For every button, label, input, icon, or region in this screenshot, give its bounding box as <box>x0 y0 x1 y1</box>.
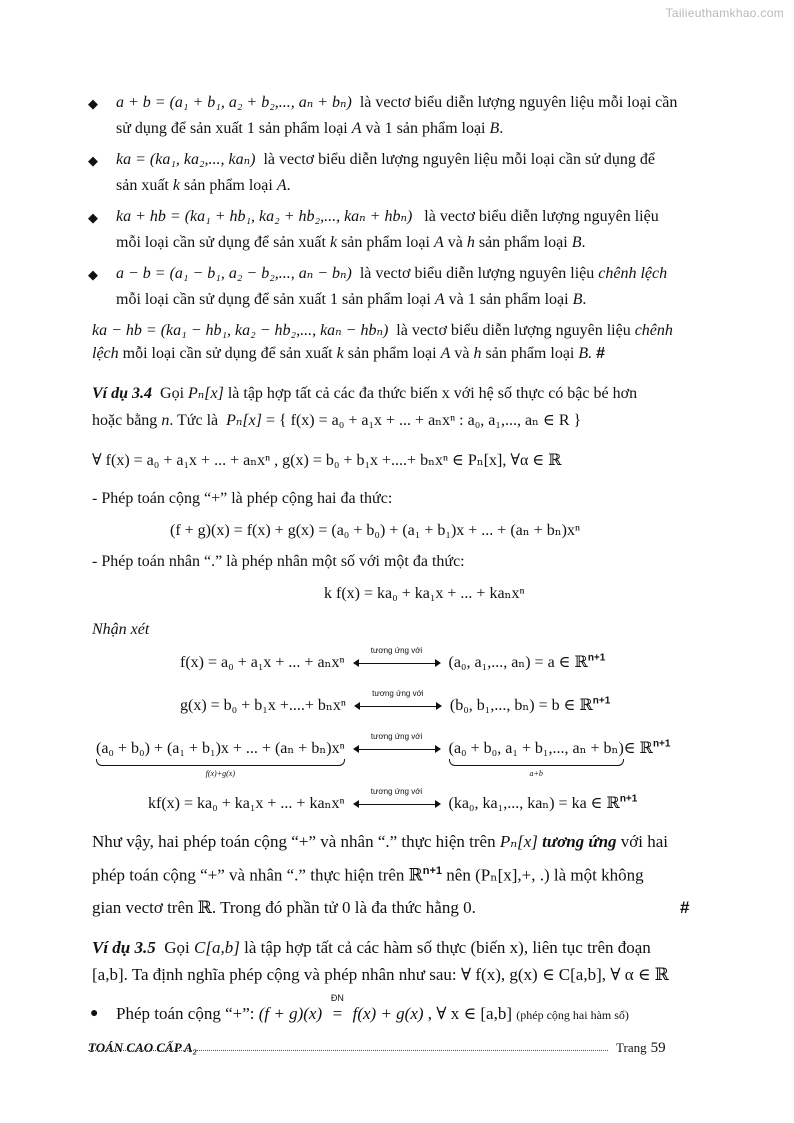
page-number: Trang 59 <box>616 1040 666 1056</box>
conclusion-line-3: gian vectơ trên ℝ. Trong đó phần tử 0 là đa thức hằng 0. <box>92 898 476 917</box>
example-3-4-line-1: Ví dụ 3.4 Gọi Pₙ[x] là tập hợp tất cả các đa thức biến x với hệ số thực có bậc bé hơn <box>92 385 638 402</box>
example-3-4-forall: ∀ f(x) = a₀ + a₁x + ... + aₙxⁿ , g(x) = b₀ + b₁x +....+ bₙxⁿ ∈ Pₙ[x], ∀α ∈ ℝ <box>92 452 562 469</box>
conclusion-line-2: phép toán cộng “+” và nhân “.” thực hiện trên ℝ$^{n+1}$ nên (Pₙ[x],+, .) là một không <box>92 865 644 885</box>
addition-description: - Phép toán cộng “+” là phép cộng hai đa thức: <box>92 490 393 507</box>
correspondence-arrow-icon: tương ứng với <box>353 796 441 812</box>
multiplication-formula: k f(x) = ka₀ + ka₁x + ... + kaₙxⁿ <box>324 585 525 602</box>
mapping-row-scalar: kf(x) = ka₀ + ka₁x + ... + kaₙxⁿ tương ứng với (ka₀, ka₁,..., kaₙ) = ka ∈ ℝ$^{n+1}$ <box>148 787 638 812</box>
diamond-bullet-icon: ◆ <box>88 153 98 168</box>
diamond-bullet-icon: ◆ <box>88 96 98 111</box>
bullet-4-line-1: a − b = (a₁ − b₁, a₂ − b₂,..., aₙ − bₙ) là vectơ biểu diễn lượng nguyên liệu chênh lệch <box>116 265 668 282</box>
underbrace-sum-vector: (a₀ + b₀, a₁ + b₁,..., aₙ + bₙ) a+b <box>448 740 624 778</box>
end-of-example-mark: # <box>680 898 690 917</box>
mapping-row-g: g(x) = b₀ + b₁x +....+ bₙxⁿ tương ứng với (b₀, b₁,..., bₙ) = b ∈ ℝ$^{n+1}$ <box>180 689 611 714</box>
mapping-row-f: f(x) = a₀ + a₁x + ... + aₙxⁿ tương ứng với (a₀, a₁,..., aₙ) = a ∈ ℝ$^{n+1}$ <box>180 646 606 671</box>
round-bullet-icon: ● <box>90 1006 99 1021</box>
remark-title: Nhận xét <box>92 621 150 638</box>
bullet-3-line-2: mỗi loại cần sử dụng để sản xuất k sản phẩm loại A và h sản phẩm loại B. <box>116 234 586 251</box>
example-3-4-line-2: hoặc bằng n. Tức là Pₙ[x] = { f(x) = a₀ + a₁x + ... + aₙxⁿ : a₀, a₁,..., aₙ ∈ R } <box>92 412 582 429</box>
bullet-3-line-1: ka + hb = (ka₁ + hb₁, ka₂ + hb₂,..., kaₙ + hbₙ) là vectơ biểu diễn lượng nguyên liệu <box>116 208 659 225</box>
bullet-2-line-1: ka = (ka₁, ka₂,..., kaₙ) là vectơ biểu diễn lượng nguyên liệu mỗi loại cần sử dụng để <box>116 151 655 168</box>
multiplication-description: - Phép toán nhân “.” là phép nhân một số với một đa thức: <box>92 553 465 570</box>
footer-title: TOÁN CAO CẤP A₂ <box>88 1040 198 1055</box>
example-3-5-line-1: Ví dụ 3.5 Gọi C[a,b] là tập hợp tất cả các hàm số thực (biến x), liên tục trên đoạn <box>92 938 651 957</box>
bullet-4-line-2: mỗi loại cần sử dụng để sản xuất 1 sản phẩm loại A và 1 sản phẩm loại B. <box>116 291 587 308</box>
example-label: Ví dụ 3.4 <box>92 385 153 402</box>
end-of-example-mark: # <box>596 345 606 362</box>
bullet-2-line-2: sản xuất k sản phẩm loại A. <box>116 177 291 194</box>
watermark: Tailieuthamkhao.com <box>665 6 784 20</box>
example-label: Ví dụ 3.5 <box>92 938 156 957</box>
bullet-1-line-1: a + b = (a₁ + b₁, a₂ + b₂,..., aₙ + bₙ) là vectơ biểu diễn lượng nguyên liệu mỗi loại cần <box>116 94 678 111</box>
correspondence-arrow-icon: tương ứng với <box>353 655 441 671</box>
difference-line-2: lệch mỗi loại cần sử dụng để sản xuất k sản phẩm loại A và h sản phẩm loại B. # <box>92 345 606 362</box>
mapping-row-sum: (a₀ + b₀) + (a₁ + b₁)x + ... + (aₙ + bₙ)xⁿ f(x)+g(x) tương ứng với (a₀ + b₀, a₁ + b₁,..., aₙ + bₙ) a+b ∈ ℝ$^{n+1}$ <box>96 732 671 778</box>
correspondence-arrow-icon: tương ứng với <box>354 698 442 714</box>
underbrace-sum-polynomial: (a₀ + b₀) + (a₁ + b₁)x + ... + (aₙ + bₙ)xⁿ f(x)+g(x) <box>96 740 345 778</box>
correspondence-arrow-icon: tương ứng với <box>353 741 441 757</box>
conclusion-line-1: Như vậy, hai phép toán cộng “+” và nhân “.” thực hiện trên Pₙ[x] tương ứng với hai <box>92 832 669 851</box>
addition-formula: (f + g)(x) = f(x) + g(x) = (a₀ + b₀) + (a₁ + b₁)x + ... + (aₙ + bₙ)xⁿ <box>170 522 580 539</box>
last-bullet-line: Phép toán cộng “+”: (f + g)(x) ĐN = f(x) + g(x) , ∀ x ∈ [a,b] (phép cộng hai hàm số) <box>116 993 629 1023</box>
example-3-5-line-2: [a,b]. Ta định nghĩa phép cộng và phép nhân như sau: ∀ f(x), g(x) ∈ C[a,b], ∀ α ∈ ℝ <box>92 965 669 984</box>
diamond-bullet-icon: ◆ <box>88 210 98 225</box>
footer-divider <box>88 1050 608 1051</box>
diamond-bullet-icon: ◆ <box>88 267 98 282</box>
bullet-1-line-2: sử dụng để sản xuất 1 sản phẩm loại A và 1 sản phẩm loại B. <box>116 120 504 137</box>
difference-line-1: ka − hb = (ka₁ − hb₁, ka₂ − hb₂,..., kaₙ − hbₙ) là vectơ biểu diễn lượng nguyên liệu chênh <box>92 322 673 339</box>
